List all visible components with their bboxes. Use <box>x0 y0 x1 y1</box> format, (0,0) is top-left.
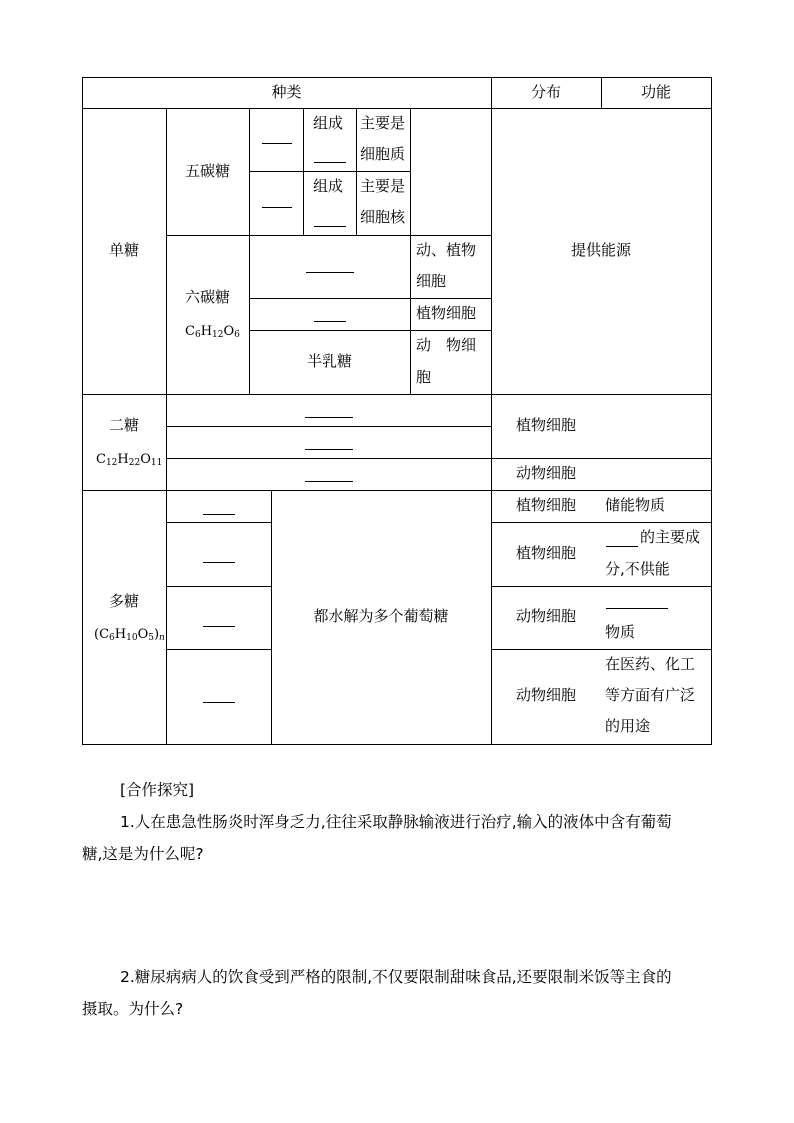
galactose-dist-b: 胞 <box>416 368 432 386</box>
poly-4-func-a: 在医药、化工 <box>605 655 696 673</box>
question-2-line-1: 2.糖尿病病人的饮食受到严格的限制,不仅要限制甜味食品,还要限制米饭等主食的 <box>120 968 672 986</box>
di-plant-dist: 植物细胞 <box>515 416 576 434</box>
pentose-1-dist-b: 细胞质 <box>360 145 406 163</box>
poly-1-blank <box>203 514 235 515</box>
mono-function: 提供能源 <box>570 241 631 259</box>
hexose-1-dist-a: 动、植物 <box>416 241 477 259</box>
poly-3-func-b: 物质 <box>605 623 636 641</box>
galactose-name: 半乳糖 <box>306 352 352 370</box>
question-1-line-1: 1.人在患急性肠炎时浑身乏力,往往采取静脉输液进行治疗,输入的液体中含有葡萄 <box>120 813 672 831</box>
di-2-blank <box>305 449 353 450</box>
table-border-right <box>711 77 712 745</box>
pentose-2-compose: 组成 <box>313 177 344 195</box>
pentose-col-divider-2 <box>356 108 357 236</box>
mono-dist-col-divider <box>410 108 411 394</box>
poly-name-row-2 <box>166 586 272 587</box>
poly-4-func-c: 的用途 <box>605 717 651 735</box>
pentose-2-name-blank <box>262 207 292 208</box>
hexose-2-dist: 植物细胞 <box>416 304 477 322</box>
disaccharide-formula: $C_{12}H_{22}O_{11}$ <box>96 452 163 468</box>
poly-2-blank <box>203 562 235 563</box>
monosaccharide-label: 单糖 <box>108 241 139 259</box>
disaccharide-label: 二糖 <box>108 416 139 434</box>
hexose-formula: $C_6H_{12}O_6$ <box>185 324 240 340</box>
poly-dist-row-2 <box>491 586 712 587</box>
pentose-2-dist-a: 主要是 <box>360 177 406 195</box>
poly-2-func-b: 分,不供能 <box>605 560 670 578</box>
header-function: 功能 <box>640 83 671 101</box>
galactose-dist-a: 动 物细 <box>416 336 477 354</box>
pentose-2-dist-b: 细胞核 <box>360 208 406 226</box>
di-row-divider-2 <box>166 458 712 459</box>
poly-2-func-a: 的主要成 <box>640 528 701 546</box>
poly-hydrolysis-note: 都水解为多个葡萄糖 <box>313 607 449 625</box>
hexose-2-name-blank <box>314 321 346 322</box>
poly-4-blank <box>203 702 235 703</box>
pentose-label: 五碳糖 <box>184 162 230 180</box>
poly-2-func-blank <box>606 546 638 547</box>
di-row-divider-1 <box>166 426 491 427</box>
poly-name-row-3 <box>166 649 272 650</box>
pentose-col-divider-1 <box>303 108 304 236</box>
polysaccharide-formula: $(C_6H_{10}O_5)_n$ <box>94 627 165 643</box>
hexose-1-name-blank <box>306 272 354 273</box>
pentose-1-compose: 组成 <box>313 114 344 132</box>
poly-3-blank <box>203 626 235 627</box>
di-animal-dist: 动物细胞 <box>515 464 576 482</box>
mono-di-divider <box>82 394 712 395</box>
di-1-blank <box>305 417 353 418</box>
hexose-label: 六碳糖 <box>184 288 230 306</box>
inquiry-heading: [合作探究] <box>120 781 195 799</box>
header-distribution: 分布 <box>530 83 561 101</box>
question-1-line-2: 糖,这是为什么呢? <box>82 845 204 863</box>
pentose-2-compose-blank <box>314 226 346 227</box>
poly-3-dist: 动物细胞 <box>515 607 576 625</box>
poly-3-func-blank <box>606 608 668 609</box>
hexose-1-dist-b: 细胞 <box>416 272 447 290</box>
header-category: 种类 <box>271 83 302 101</box>
di-3-blank <box>305 481 353 482</box>
poly-1-func: 储能物质 <box>605 496 666 514</box>
question-2-line-2: 摄取。为什么? <box>82 1000 184 1018</box>
pentose-1-compose-blank <box>314 162 346 163</box>
pentose-1-name-blank <box>262 143 292 144</box>
poly-4-func-b: 等方面有广泛 <box>605 686 696 704</box>
table-border-bottom <box>82 744 712 745</box>
pentose-1-dist-a: 主要是 <box>360 114 406 132</box>
poly-1-dist: 植物细胞 <box>515 496 576 514</box>
poly-2-dist: 植物细胞 <box>515 544 576 562</box>
poly-4-dist: 动物细胞 <box>515 686 576 704</box>
poly-name-row-1 <box>166 522 272 523</box>
polysaccharide-label: 多糖 <box>108 592 139 610</box>
